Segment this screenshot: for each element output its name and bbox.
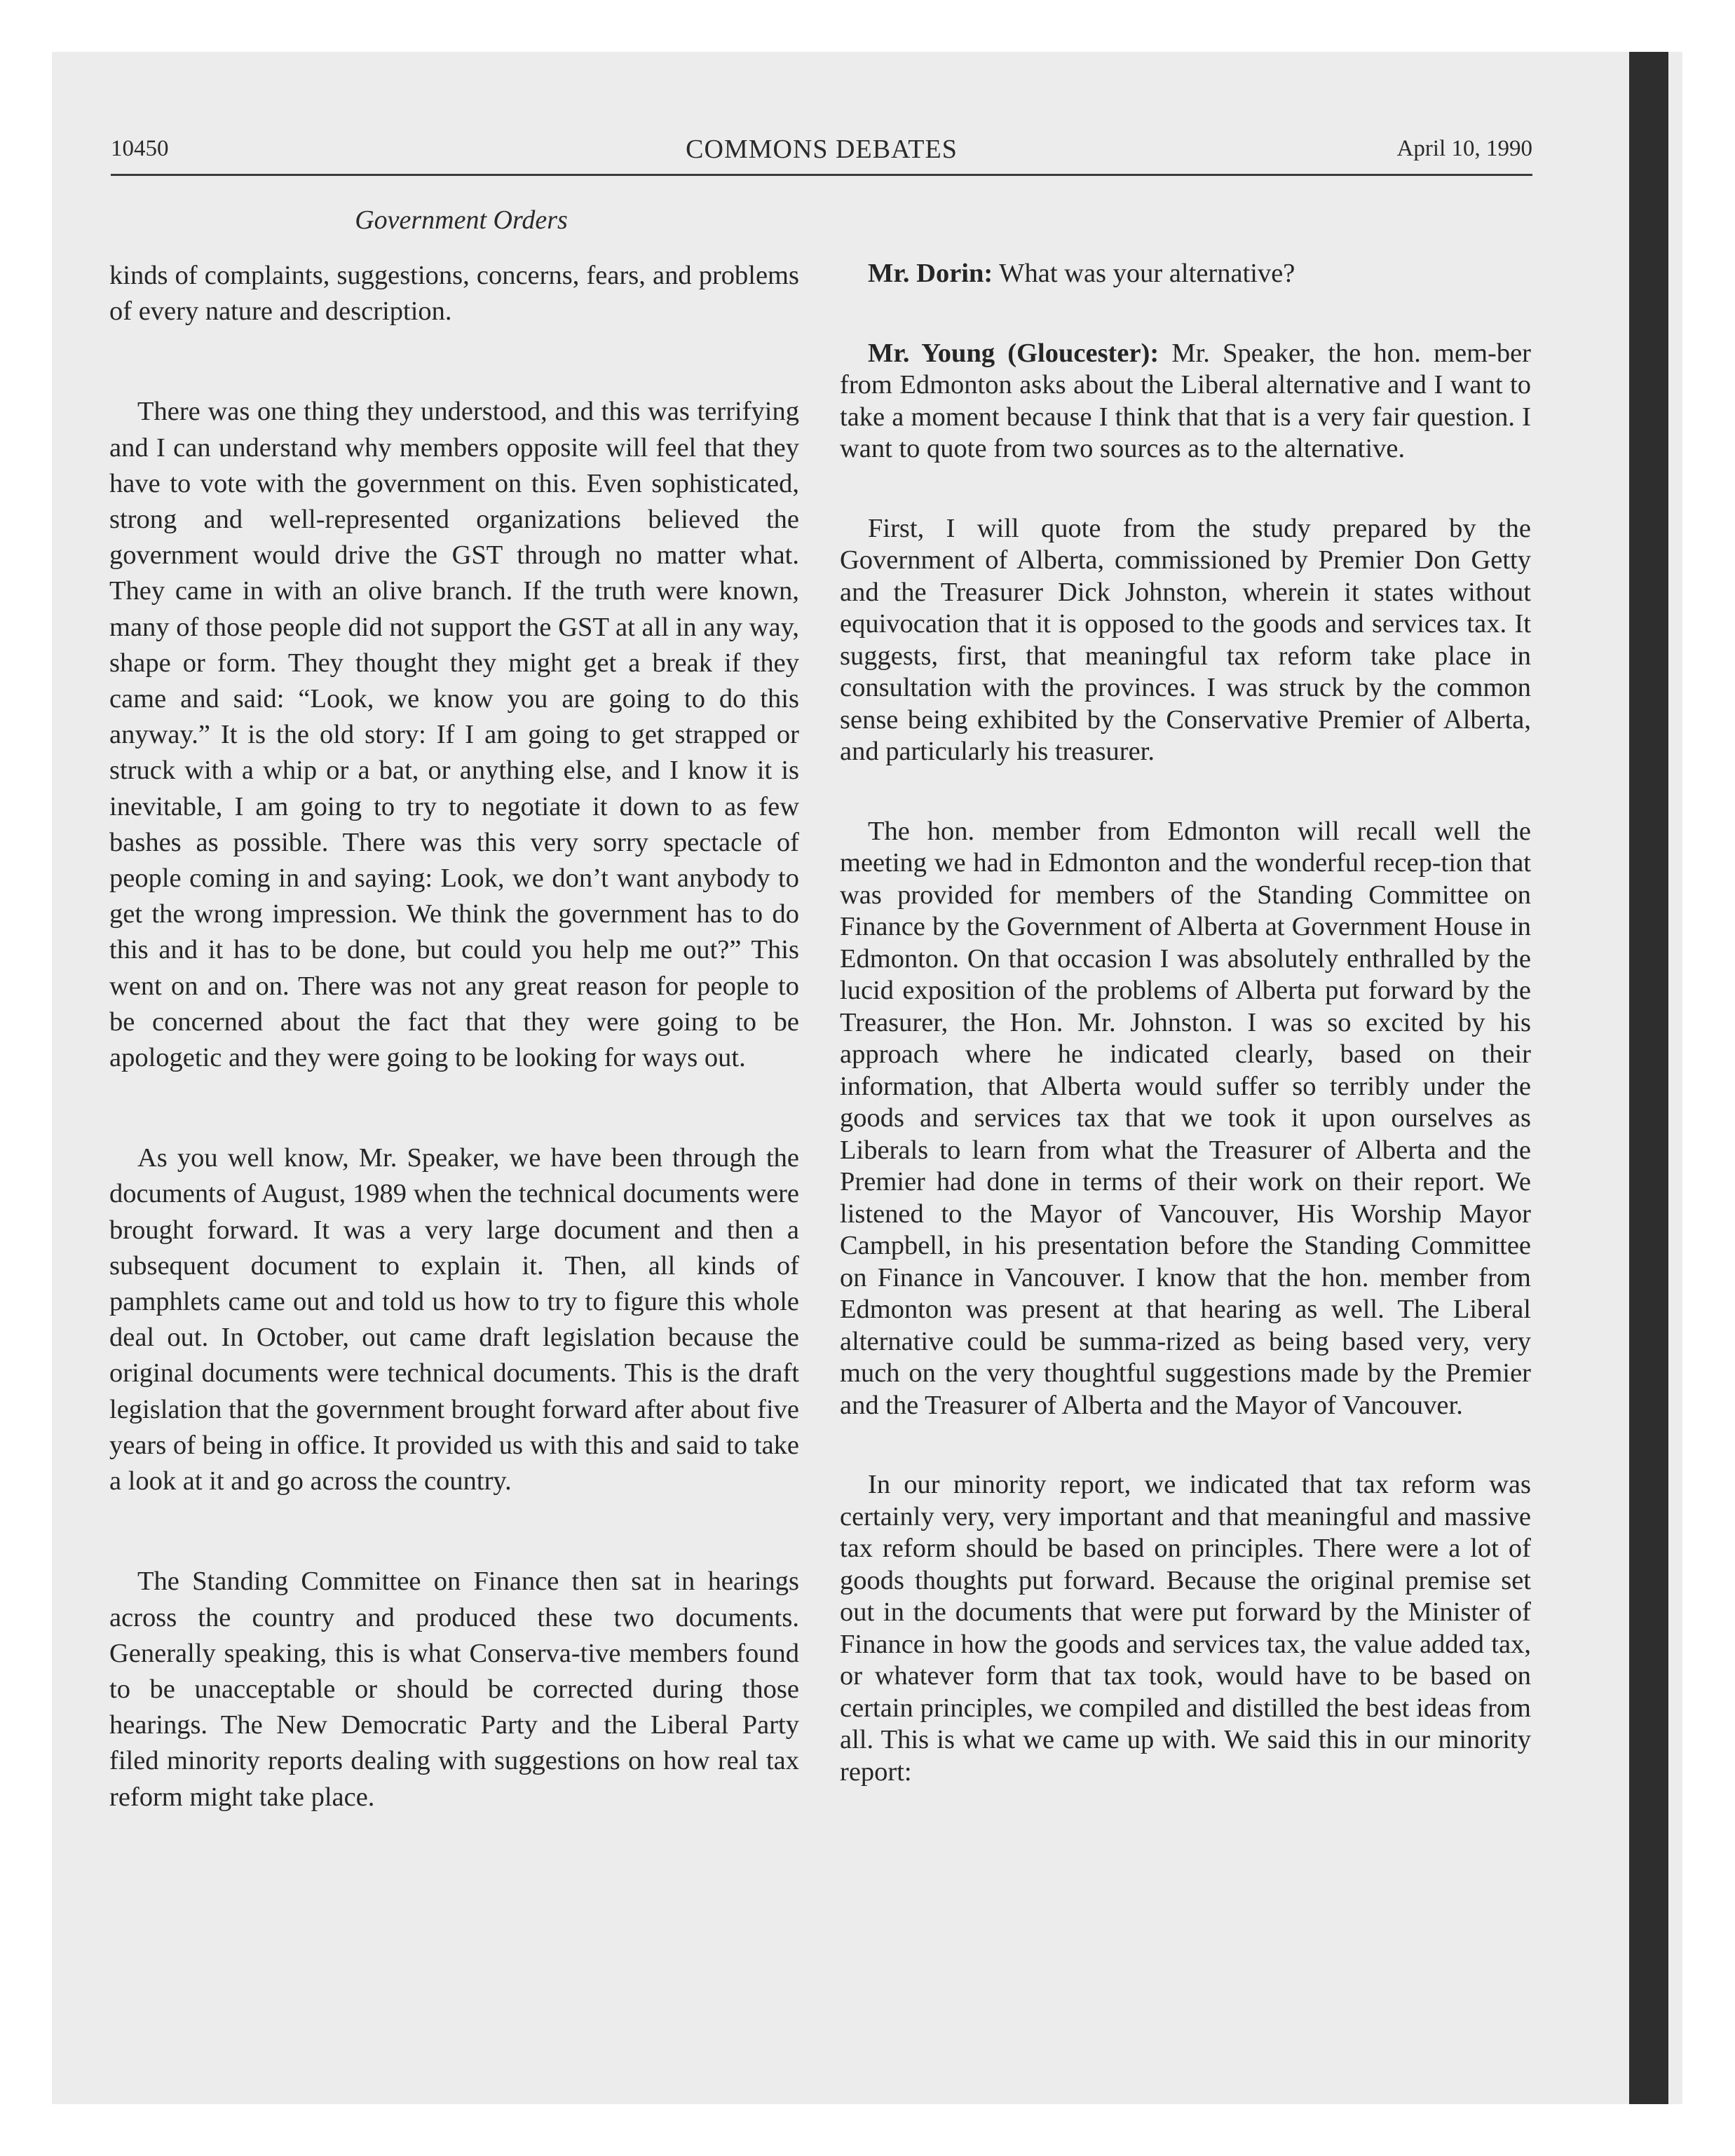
header-rule (111, 174, 1532, 176)
running-header (111, 136, 1532, 171)
speaker-name: Mr. Dorin: (868, 259, 993, 288)
right-paragraph-5: In our minority report, we indicated that tax reform was certainly very, very important and that meaningful and massive tax reform should be based on principles. There were a lot of goods thoughts put forward. Because the original premise set out in the documents that were put forward by the Minister of Finance in how the goods and services tax, the value added tax, or whatever form that tax took, would have to be based on certain principles, we compiled and distilled the best ideas from all. This is what we came up with. We said this in our minority report: (840, 1470, 1531, 1787)
left-paragraph-1: kinds of complaints, suggestions, concerns, fears, and problems of every nature and description. (109, 261, 799, 327)
left-column (109, 258, 799, 1815)
speech-text: What was your alternative? (993, 259, 1295, 288)
journal-title: COMMONS DEBATES (686, 135, 958, 164)
right-paragraph-2 (840, 338, 1531, 465)
right-paragraph-3: First, I will quote from the study prepared by the Government of Alberta, commissioned by Premier Don Getty and the Treasurer Dick Johnston, wherein it states without equivocation that it is opposed to the goods and services tax. It suggests, first, that meaningful tax reform take place in consultation with the provinces. I was struck by the common sense being exhibited by the Conservative Premier of Alberta, and particularly his treasurer. (840, 513, 1531, 766)
left-paragraph-4: The Standing Committee on Finance then sat in hearings across the country and produced these two documents. Generally speaking, this is what Conserva-tive members found to be unacceptable or should be corrected during those hearings. The New Democratic Party and the Liberal Party filed minority reports dealing with suggestions on how real tax reform might take place. (109, 1567, 799, 1812)
scan-edge-shadow (1629, 52, 1668, 2104)
page-date: April 10, 1990 (1396, 136, 1532, 161)
page-number: 10450 (111, 136, 169, 161)
right-paragraph-1 (840, 258, 1531, 290)
right-paragraph-4: The hon. member from Edmonton will recall well the meeting we had in Edmonton and the wonderful recep-tion that was provided for members of the Standing Committee on Finance by the Government of Alberta at Government House in Edmonton. On that occasion I was absolutely enthralled by the lucid exposition of the problems of Alberta put forward by the Treasurer, the Hon. Mr. Johnston. I was so excited by his approach where he indicated clearly, based on their information, that Alberta would suffer so terribly under the goods and services tax that we took it upon ourselves as Liberals to learn from what the Treasurer of Alberta and the Premier had done in terms of their work on their report. We listened to the Mayor of Vancouver, His Worship Mayor Campbell, in his presentation before the Standing Committee on Finance in Vancouver. I know that the hon. member from Edmonton was present at that hearing as well. The Liberal alternative could be summa-rized as being based very, very much on the very thoughtful suggestions made by the Premier and the Treasurer of Alberta and the Mayor of Vancouver. (840, 816, 1531, 1420)
right-column (840, 258, 1531, 1788)
left-paragraph-2: There was one thing they understood, and this was terrifying and I can understand why members opposite will feel that they have to vote with the government on this. Even sophisticated, strong and well-represented organizations believed the government would drive the GST through no matter what. They came in with an olive branch. If the truth were known, many of those people did not support the GST at all in any way, shape or form. They thought they might get a break if they came and said: “Look, we know you are going to do this anyway.” It is the old story: If I am going to get strapped or struck with a whip or a bat, or anything else, and I know it is inevitable, I am going to try to negotiate it down to as few bashes as possible. There was this very sorry spectacle of people coming in and saying: Look, we don’t want anybody to get the wrong impression. We think the government has to do this and it has to be done, but could you help me out?” This went on and on. There was not any great reason for people to be concerned about the fact that they were going to be apologetic and they were going to be looking for ways out. (109, 397, 799, 1073)
left-paragraph-3: As you well know, Mr. Speaker, we have been through the documents of August, 1989 when the technical documents were brought forward. It was a very large document and then a subsequent document to explain it. Then, all kinds of pamphlets came out and told us how to try to figure this whole deal out. In October, out came draft legislation because the original documents were technical documents. This is the draft legislation that the government brought forward after about five years of being in office. It provided us with this and said to take a look at it and go across the country. (109, 1143, 799, 1496)
speech-text: Mr. Speaker, the hon. mem-ber from Edmonton asks about the Liberal alternative and I want to take a moment because I think that that is a very fair question. I want to quote from two sources as to the alternative. (840, 338, 1532, 463)
section-title: Government Orders (355, 205, 568, 235)
speaker-name: Mr. Young (Gloucester): (868, 338, 1159, 368)
